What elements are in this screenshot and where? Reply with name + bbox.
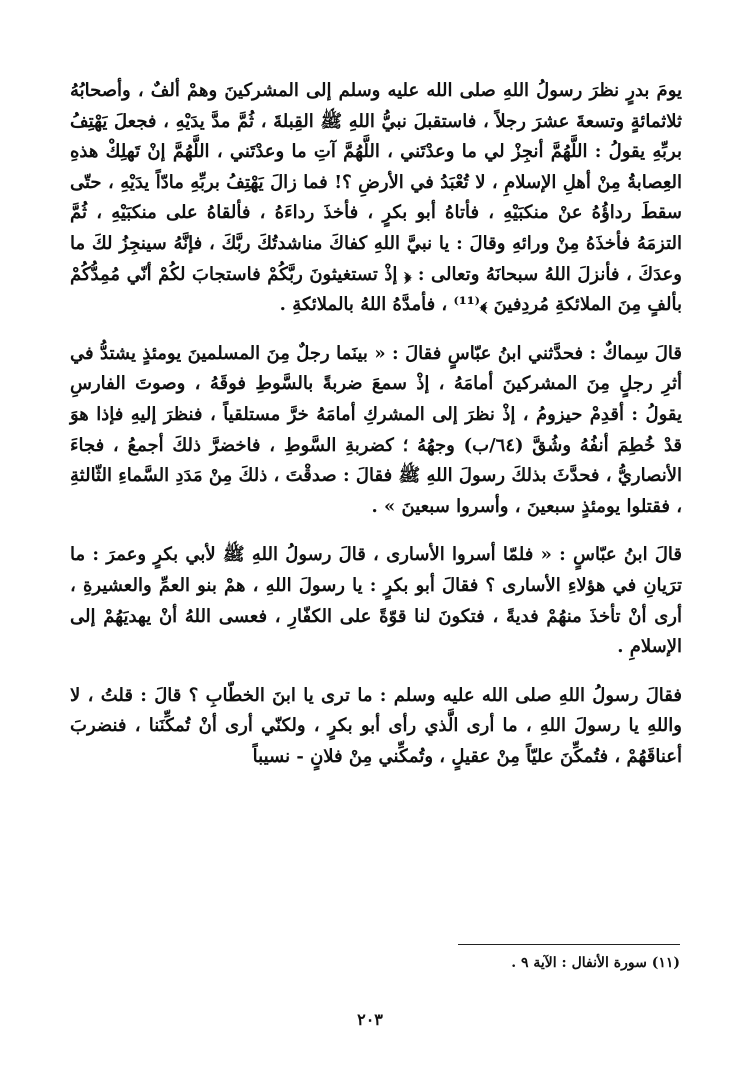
main-text <box>70 76 682 772</box>
paragraph-umar-opinion: فقالَ رسولُ اللهِ صلى الله عليه وسلم : ما ترى يا ابنَ الخطّابِ ؟ قالَ : قلتُ ، لا واللهِ يا رسولَ اللهِ ، ما أرى الَّذي رأى أبو بكرٍ ، ولكنّي أرى أنْ تُمكِّنَنا ، فنضربَ أعناقَهُمْ ، فتُمكِّنَ عليّاً مِنْ عقيلٍ ، وتُمكِّني مِنْ فلانٍ - نسيباً <box>70 684 682 767</box>
page-number: ٢٠٣ <box>357 1010 383 1029</box>
paragraph-simak-narration: قالَ سِماكٌ : فحدَّثني ابنُ عبّاسٍ فقالَ : « بينَما رجلٌ مِنَ المسلمينَ يومئذٍ يشتدُّ في أثرِ رجلٍ مِنَ المشركينَ أمامَهُ ، إذْ سمعَ ضربةً بالسَّوطِ فوقَهُ ، وصوتَ الفارسِ يقولُ : أقدِمْ حيزومُ ، إذْ نظرَ إلى المشركِ أمامَهُ خرَّ مستلقياً ، فنظرَ إليهِ فإذا هوَ قدْ خُطِمَ أنفُهُ وشُقَّ (٦٤/ب) وجهُهُ ؛ كضربةِ السَّوطِ ، فاخضرَّ ذلكَ أجمعُ ، فجاءَ الأنصاريُّ ، فحدَّثَ بذلكَ رسولَ اللهِ ﷺ فقالَ : صدقْتَ ، ذلكَ مِنْ مَدَدِ السَّماءِ الثّالثةِ ، فقتلوا يومئذٍ سبعينَ ، وأسروا سبعينَ » . <box>70 342 683 517</box>
footnote: (١١) سورة الأنفال : الآية ٩ . <box>511 955 680 971</box>
paragraph-badr-prayer: يومَ بدرٍ نظرَ رسولُ اللهِ صلى الله عليه وسلم إلى المشركينَ وهمْ ألفٌ ، وأصحابُهُ ثلاثمائةٍ وتسعةَ عشرَ رجلاً ، فاستقبلَ نبيُّ اللهِ ﷺ القِبلةَ ، ثُمَّ مدَّ يدَيْهِ ، فجعلَ يَهْتِفُ بربِّهِ يقولُ : اللَّهُمَّ أنجِزْ لي ما وعدْتَني ، اللَّهُمَّ آتِ ما وعدْتَني ، اللَّهُمَّ إنْ تَهلِكْ هذهِ العِصابةُ مِنْ أهلِ الإسلامِ ، لا تُعْبَدُ في الأرضِ ؟! فما زالَ يَهْتِفُ بربِّهِ مادّاً يدَيْهِ ، حتّى سقطَ رداؤُهُ عنْ منكبَيْهِ ، فأتاهُ أبو بكرٍ ، فأخذَ رداءَهُ ، فألقاهُ على منكبَيْهِ ، ثُمَّ التزمَهُ فأخذَهُ مِنْ ورائهِ وقالَ : يا نبيَّ اللهِ كفاكَ مناشدتُكَ ربَّكَ ، فإنَّهُ سينجِزُ لكَ ما وعدَكَ ، فأنزلَ اللهُ سبحانَهُ وتعالى : ﴿ إذْ تستغيثونَ ربَّكُمْ فاستجابَ لكُمْ أنّي مُمِدُّكُمْ بألفٍ مِنَ الملائكةِ مُردِفينَ ﴾⁽¹¹⁾ ، فأمدَّهُ اللهُ بالملائكةِ . <box>70 80 682 316</box>
footnote-divider <box>458 944 680 945</box>
paragraph-captives: قالَ ابنُ عبّاسٍ : « فلمّا أسروا الأسارى ، قالَ رسولُ اللهِ ﷺ لأبي بكرٍ وعمرَ : ما ترَيانِ في هؤلاءِ الأسارى ؟ فقالَ أبو بكرٍ : يا رسولَ اللهِ ، همْ بنو العمِّ والعشيرةِ ، أرى أنْ تأخذَ منهُمْ فديةً ، فتكونَ لنا قوّةً على الكفّارِ ، فعسى اللهُ أنْ يهديَهُمْ إلى الإسلامِ . <box>70 544 682 658</box>
